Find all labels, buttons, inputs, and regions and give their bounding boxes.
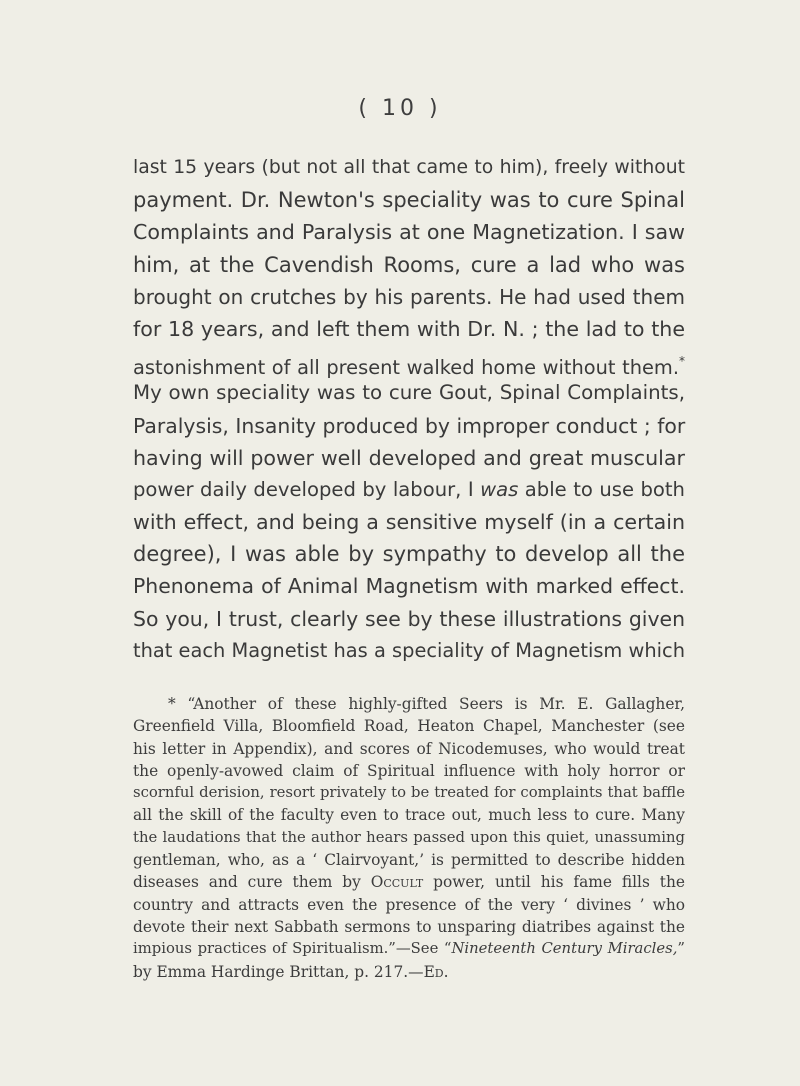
footnote-line: Greenfield Villa, Bloomfield Road, Heaton Chapel, Manchester (see — [133, 717, 685, 736]
body-line: last 15 years (but not all that came to him), freely without — [133, 157, 685, 178]
footnote-line: * “Another of these highly-gifted Seers is Mr. E. Gallagher, — [168, 695, 685, 713]
footnote-line: the openly-avowed claim of Spiritual influence with holy horror or — [133, 761, 685, 780]
body-line: brought on crutches by his parents. He had used them — [133, 284, 685, 309]
emphasis-was: was — [480, 477, 519, 501]
body-line: Phenonema of Animal Magnetism with marked effect. — [133, 574, 685, 599]
footnote-line — [133, 961, 685, 983]
body-line — [133, 474, 685, 506]
small-caps-occult: Occult — [370, 873, 424, 892]
body-line-text: astonishment of all present walked home without them. — [133, 356, 679, 380]
footnote-line: devote their next Sabbath sermons to unsparing diatribes against the — [133, 917, 685, 936]
body-text — [133, 152, 685, 667]
body-line: that each Magnetist has a speciality of Magnetism which — [133, 638, 685, 662]
body-line-text: power daily developed by labour, I — [133, 477, 474, 501]
body-line-text: able to use both — [524, 477, 685, 501]
body-line: So you, I trust, clearly see by these illustrations given — [133, 606, 685, 631]
footnote-reference: * — [679, 354, 685, 369]
body-line: Complaints and Paralysis at one Magnetization. I saw — [133, 220, 685, 245]
footnote-line: the laudations that the author hears passed upon this quiet, unassuming — [133, 828, 685, 846]
body-line: My own speciality was to cure Gout, Spinal Complaints, — [133, 381, 685, 405]
footnote-line: scornful derision, resort privately to be treated for complaints that baffle — [133, 784, 685, 802]
footnote-line — [133, 871, 685, 893]
editor-signature: Ed. — [423, 962, 449, 981]
body-line: him, at the Cavendish Rooms, cure a lad who was — [133, 252, 685, 277]
body-line — [133, 345, 685, 380]
book-title: Nineteenth Century Miracles, — [451, 940, 678, 958]
footnote-text: impious practices of Spiritualism.”—See “ — [133, 940, 452, 958]
body-line: with effect, and being a sensitive myself (in a certain — [133, 510, 685, 535]
footnote-line: his letter in Appendix), and scores of Nicodemuses, who would treat — [133, 739, 685, 758]
footnote-text: by Emma Hardinge Brittan, p. 217.— — [133, 962, 424, 981]
footnote — [133, 693, 685, 983]
page-number: ( 10 ) — [358, 96, 442, 121]
body-line: payment. Dr. Newton's speciality was to cure Spinal — [133, 188, 685, 213]
footnote-line: gentleman, who, as a ‘ Clairvoyant,’ is permitted to describe hidden — [133, 851, 685, 870]
footnote-line — [133, 938, 685, 960]
footnote-line: country and attracts even the presence of the very ‘ divines ’ who — [133, 895, 685, 914]
body-line: for 18 years, and left them with Dr. N. ; the lad to the — [133, 316, 685, 341]
footnote-line: all the skill of the faculty even to trace out, much less to cure. Many — [133, 806, 685, 825]
body-line: Paralysis, Insanity produced by improper conduct ; for — [133, 413, 686, 438]
body-line: degree), I was able by sympathy to develop all the — [133, 542, 685, 567]
footnote-text: power, until his fame fills the — [433, 873, 685, 892]
footnote-text: diseases and cure them by — [133, 873, 361, 892]
footnote-text: ” — [677, 940, 685, 958]
body-line: having will power well developed and great muscular — [133, 445, 685, 470]
